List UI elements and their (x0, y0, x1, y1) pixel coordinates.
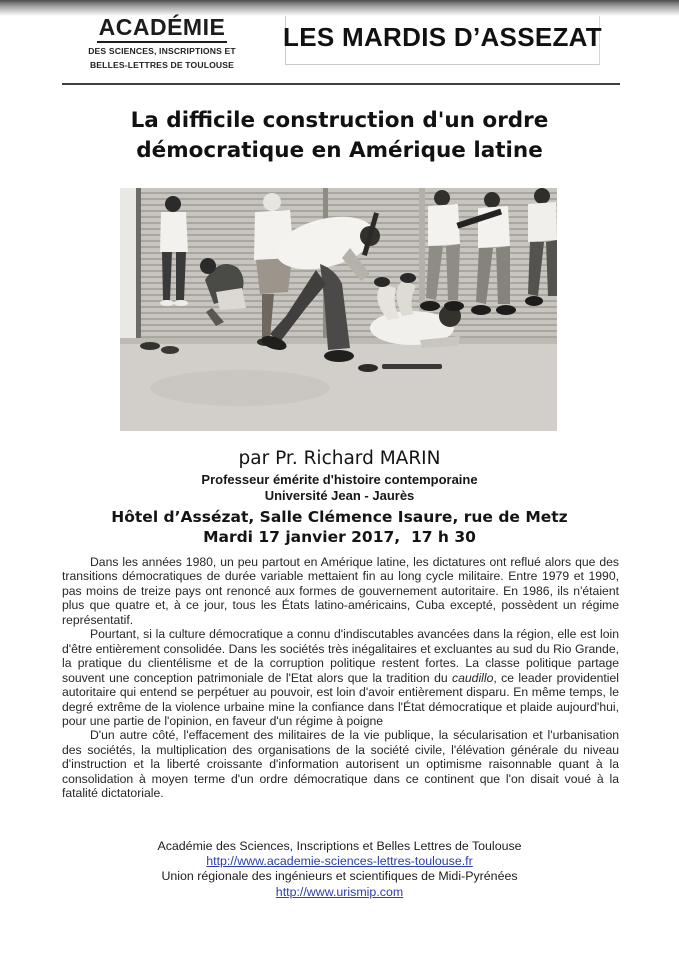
abstract-text (62, 555, 619, 801)
abstract-paragraph-1: Dans les années 1980, un peu partout en Amérique latine, les dictatures ont reflué alors que des transitions démocratiques de durée variable mettaient fin au long cycle militaire. Entre 1979 et 1990, pas moins de treize pays ont renoncé aux formes de gouvernement autoritaire. En 1986, ils n'étaient plus que quatre et, à ce jour, tous les États latino-américains, Cuba excepté, possèdent un régime représentatif. (62, 555, 619, 627)
footer-org-1: Académie des Sciences, Inscriptions et Belles Lettres de Toulouse (157, 839, 522, 853)
academy-logo-title: ACADÉMIE (97, 15, 228, 43)
speaker-block (0, 446, 679, 547)
footer-link-academy[interactable]: http://www.academie-sciences-lettres-toulouse.fr (206, 854, 473, 869)
footer-org-2: Union régionale des ingénieurs et scientifiques de Midi-Pyrénées (161, 869, 518, 884)
academy-logo (86, 15, 238, 70)
academy-logo-subtitle-1: DES SCIENCES, INSCRIPTIONS ET (88, 46, 236, 56)
abstract-paragraph-2: Pourtant, si la culture démocratique a connu d'indiscutables avancées dans la région, elle est loin d'être entièrement consolidée. Dans les sociétés très inégalitaires et excluantes au sud du Rio Grande, la pratique du clientélisme et de la corruption politique restent fortes. La classe politique partage souvent une conception patrimoniale de l'Etat alors que la tradition du caudillo, ce leader providentiel autoritaire qui entend se perpétuer au pouvoir, est loin d'avoir entièrement disparu. En même temps, le degré extrême de la violence urbaine mine la confiance dans l'État démocratique et plaide aujourd'hui, pour une partie de l'opinion, en faveur d'un régime à poigne (62, 627, 619, 728)
footer-link-urismip[interactable]: http://www.urismip.com (275, 884, 404, 899)
italic-term: caudillo (452, 670, 494, 685)
header-divider (62, 83, 620, 85)
lecture-title (0, 106, 679, 166)
speaker-role-1: Professeur émérite d'histoire contemporaine (201, 472, 478, 487)
street-riot-photo (120, 188, 557, 431)
lecture-title-line1: La difficile construction d'un ordre (130, 108, 549, 133)
speaker-role-2: Université Jean - Jaurès (264, 488, 415, 503)
speaker-byline: par Pr. Richard MARIN (238, 448, 441, 469)
event-datetime: Mardi 17 janvier 2017, 17 h 30 (203, 528, 476, 546)
footer-block (0, 839, 679, 900)
event-venue: Hôtel d’Assézat, Salle Clémence Isaure, rue de Metz (111, 508, 568, 526)
abstract-paragraph-3: D'un autre côté, l'effacement des militaires de la vie publique, la sécularisation et l'urbanisation des sociétés, la multiplication des organisations de la société civile, l'élévation générale du niveau d'instruction et la liberté croissante d'information autorisent un optimisme raisonnable quant à la consolidation à moyen terme d'un ordre démocratique dans ce continent que l'on disait voué à la fatalité dictatoriale. (62, 728, 619, 801)
academy-logo-subtitle-2: BELLES-LETTRES DE TOULOUSE (89, 59, 235, 70)
series-title: LES MARDIS D’ASSEZAT (283, 21, 602, 52)
lecture-title-line2: démocratique en Amérique latine (136, 138, 543, 163)
